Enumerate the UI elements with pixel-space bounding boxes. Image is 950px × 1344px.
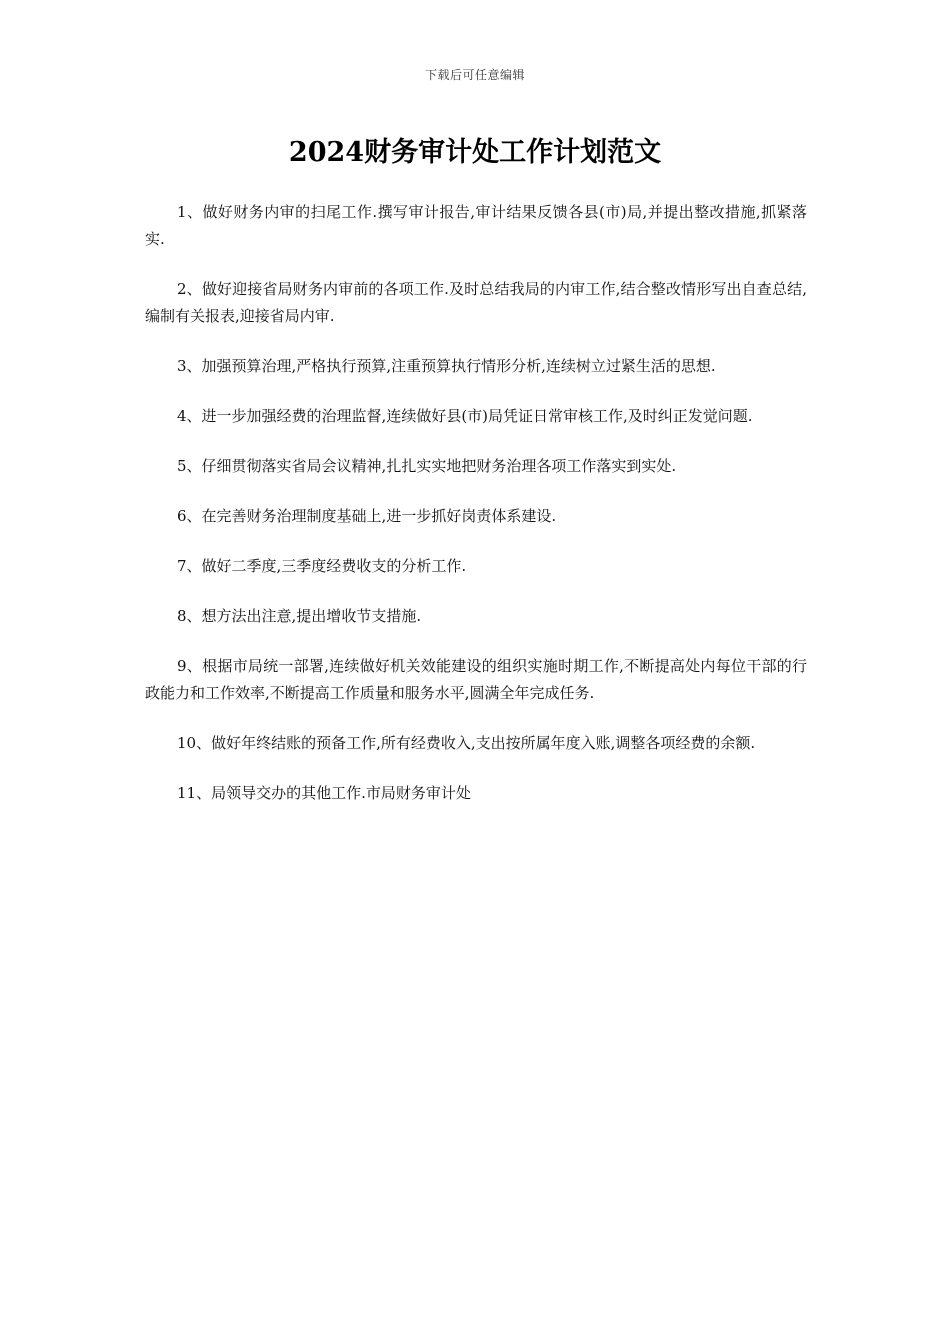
paragraph-1: 1、做好财务内审的扫尾工作.撰写审计报告,审计结果反馈各县(市)局,并提出整改措施,抓紧落实. <box>145 203 807 248</box>
paragraph-4: 4、进一步加强经费的治理监督,连续做好县(市)局凭证日常审核工作,及时纠正发觉问题. <box>177 407 753 425</box>
paragraph-5: 5、仔细贯彻落实省局会议精神,扎扎实实地把财务治理各项工作落实到实处. <box>177 457 677 475</box>
paragraph-10: 10、做好年终结账的预备工作,所有经费收入,支出按所属年度入账,调整各项经费的余额. <box>177 734 756 752</box>
paragraph-8: 8、想方法出注意,提出增收节支措施. <box>177 607 422 625</box>
paragraph-9: 9、根据市局统一部署,连续做好机关效能建设的组织实施时期工作,不断提高处内每位干部的行政能力和工作效率,不断提高工作质量和服务水平,圆满全年完成任务. <box>145 657 807 702</box>
paragraph-3: 3、加强预算治理,严格执行预算,注重预算执行情形分析,连续树立过紧生活的思想. <box>177 357 716 375</box>
paragraph-2: 2、做好迎接省局财务内审前的各项工作.及时总结我局的内审工作,结合整改情形写出自查总结,编制有关报表,迎接省局内审. <box>145 280 807 325</box>
paragraph-6: 6、在完善财务治理制度基础上,进一步抓好岗责体系建设. <box>177 507 557 525</box>
paragraph-11: 11、局领导交办的其他工作.市局财务审计处 <box>177 784 471 802</box>
document-body <box>145 199 807 830</box>
paragraph-7: 7、做好二季度,三季度经费收支的分析工作. <box>177 557 467 575</box>
document-title: 2024财务审计处工作计划范文 <box>288 137 662 168</box>
header-note: 下载后可任意编辑 <box>424 68 525 82</box>
